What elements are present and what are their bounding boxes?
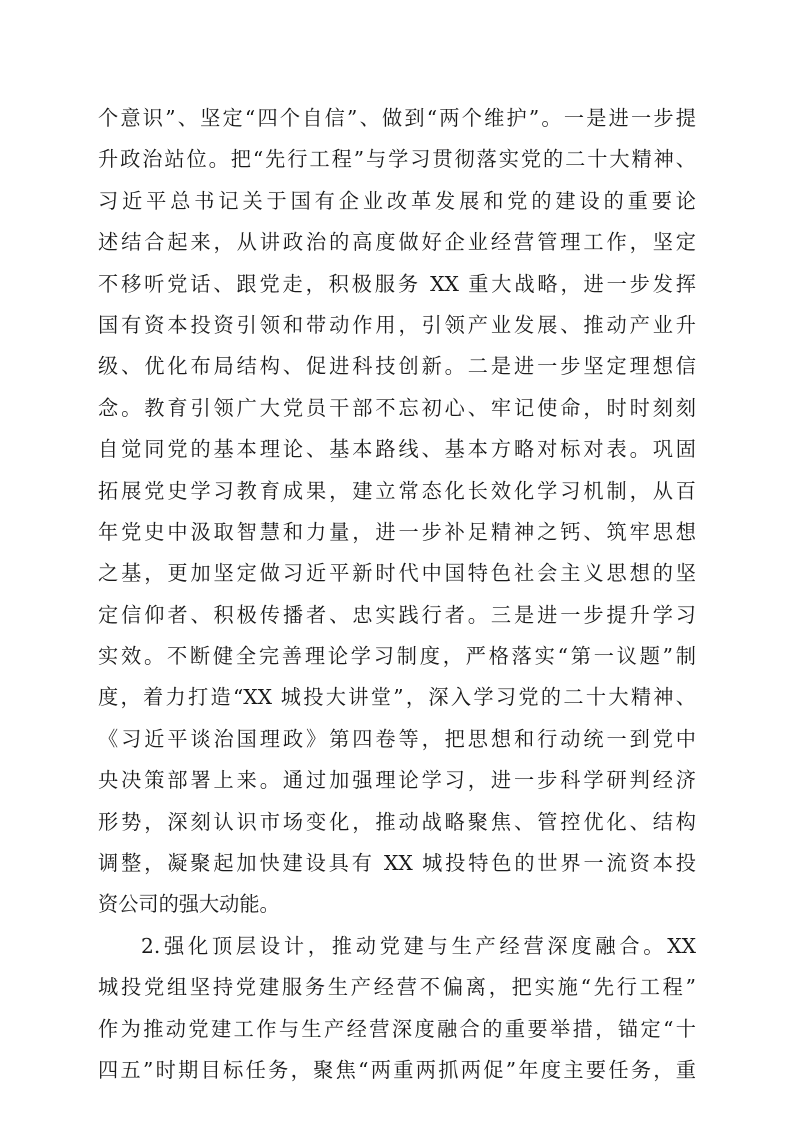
text-line: 作为推动党建工作与生产经营深度融合的重要举措，锚定“十 [98,1016,696,1041]
text-line: 之基，更加坚定做习近平新时代中国特色社会主义思想的坚 [98,561,696,586]
text-line: 级、优化布局结构、促进科技创新。二是进一步坚定理想信 [98,354,696,379]
text-line: 四五”时期目标任务，聚焦“两重两抓两促”年度主要任务，重 [98,1057,696,1082]
text-line: 个意识”、坚定“四个自信”、做到“两个维护”。一是进一步提 [98,106,696,130]
text-line: 念。教育引领广大党员干部不忘初心、牢记使命，时时刻刻 [98,395,696,420]
document-body [98,104,696,1097]
text-line: 定信仰者、积极传播者、忠实践行者。三是进一步提升学习 [98,602,696,627]
text-line: 调整，凝聚起加快建设具有 XX 城投特色的世界一流资本投 [98,851,696,876]
paragraph-2 [98,932,696,1098]
text-line: 央决策部署上来。通过加强理论学习，进一步科学研判经济 [98,768,696,793]
text-line: 拓展党史学习教育成果，建立常态化长效化学习机制，从百 [98,478,696,503]
text-line: 习近平总书记关于国有企业改革发展和党的建设的重要论 [98,188,696,213]
text-line: 升政治站位。把“先行工程”与学习贯彻落实党的二十大精神、 [98,147,696,172]
text-line: 资公司的强大动能。 [98,892,280,917]
text-line: 国有资本投资引领和带动作用，引领产业发展、推动产业升 [98,312,696,337]
text-line: 形势，深刻认识市场变化，推动战略聚焦、管控优化、结构 [98,809,696,834]
text-line: 度，着力打造“XX 城投大讲堂”，深入学习党的二十大精神、 [98,685,696,710]
text-line: 自觉同党的基本理论、基本路线、基本方略对标对表。巩固 [98,437,696,462]
text-line: 年党史中汲取智慧和力量，进一步补足精神之钙、筑牢思想 [98,519,696,544]
text-line: 述结合起来，从讲政治的高度做好企业经营管理工作，坚定 [98,230,696,255]
text-line: 城投党组坚持党建服务生产经营不偏离，把实施“先行工程” [98,975,696,1000]
paragraph-1 [98,104,696,932]
text-line: 不移听党话、跟党走，积极服务 XX 重大战略，进一步发挥 [98,271,696,296]
section-heading-line: 2.强化顶层设计，推动党建与生产经营深度融合。XX [141,933,696,958]
text-line: 《习近平谈治国理政》第四卷等，把思想和行动统一到党中 [98,726,696,751]
text-line: 实效。不断健全完善理论学习制度，严格落实“第一议题”制 [98,644,696,669]
